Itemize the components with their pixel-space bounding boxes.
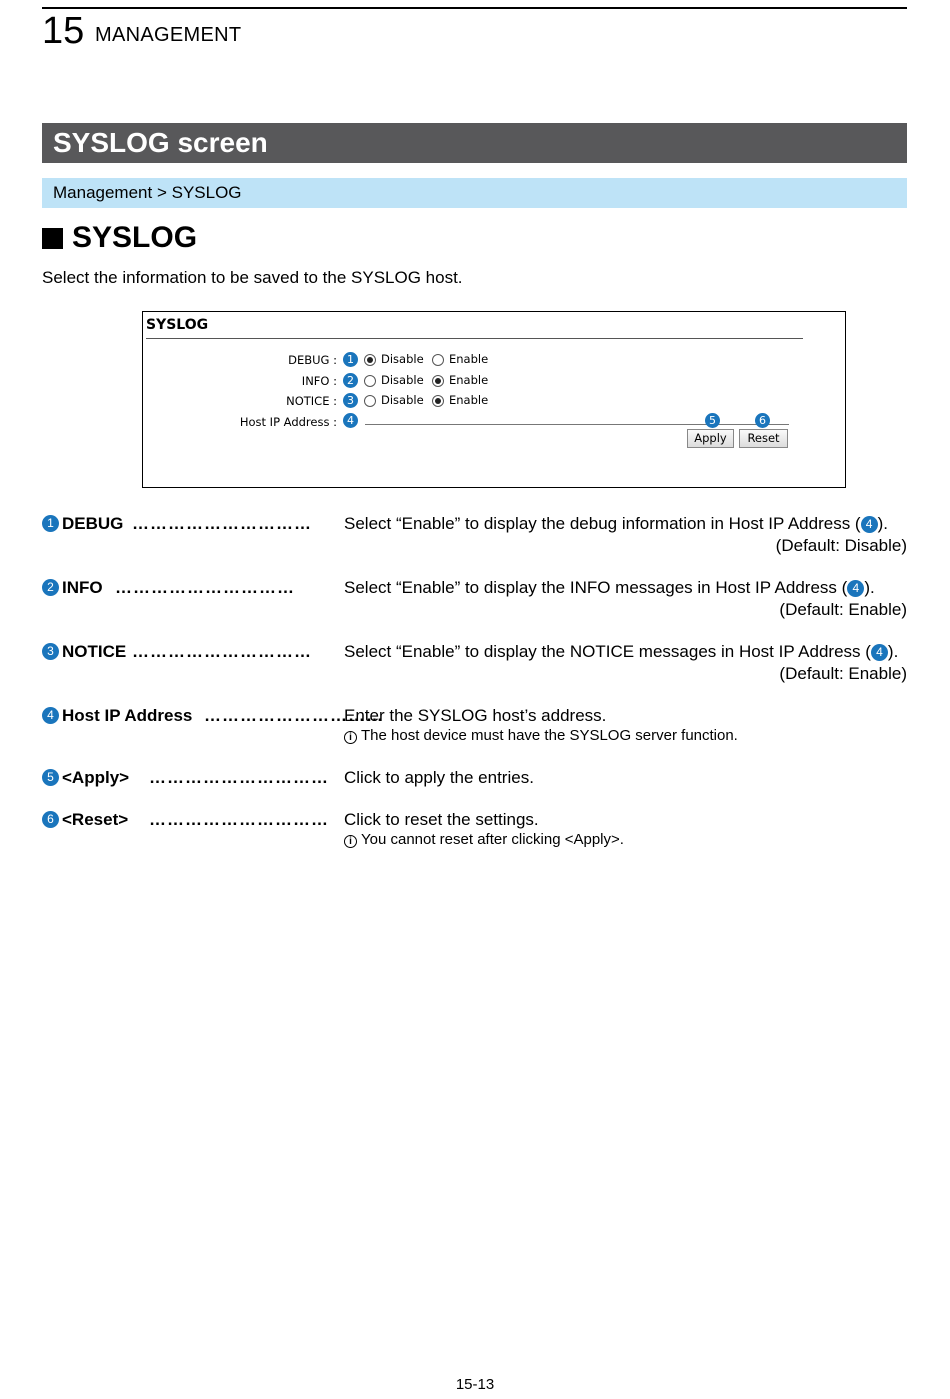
info-note-icon: i [344,835,357,848]
chapter-number: 15 [42,10,85,52]
callout-1: 1 [343,352,358,367]
square-bullet-icon [42,228,63,249]
item-term: Host IP Address [62,706,193,725]
item-description: Select “Enable” to display the debug information in Host IP Address ( 4 ). [344,514,888,533]
debug-disable-label: Disable [381,352,424,366]
debug-enable-radio[interactable] [432,354,444,366]
item-number-6: 6 [42,811,59,828]
item-number-4: 4 [42,707,59,724]
item-note: i You cannot reset after clicking <Apply>. [344,830,624,850]
chapter-title: MANAGEMENT [95,24,242,46]
screen-title: SYSLOG screen [53,127,268,158]
item-term: <Reset> [62,810,129,829]
item-description: Enter the SYSLOG host’s address. [344,706,607,725]
ref-4-icon: 4 [861,516,878,533]
callout-5: 5 [705,413,720,428]
leader-dots: ………………………… [115,578,295,597]
callout-4: 4 [343,413,358,428]
host-ip-label: Host IP Address : [239,415,337,429]
page-number: 15-13 [455,1376,495,1393]
reset-button[interactable]: Reset [739,429,788,448]
item-term: INFO [62,578,103,597]
item-number-1: 1 [42,515,59,532]
item-description: Click to apply the entries. [344,768,534,787]
breadcrumb: Management > SYSLOG [53,183,242,202]
syslog-screenshot [142,311,846,488]
top-rule [42,7,907,9]
item-description: Select “Enable” to display the INFO messages in Host IP Address ( 4 ). [344,578,875,597]
item-description: Click to reset the settings. [344,810,539,829]
debug-label: DEBUG : [288,353,337,367]
notice-enable-radio[interactable] [432,395,444,407]
notice-enable-label: Enable [449,393,489,407]
leader-dots: ………………………… [132,642,312,661]
debug-disable-radio[interactable] [364,354,376,366]
info-enable-label: Enable [449,373,489,387]
item-number-3: 3 [42,643,59,660]
item-note: i The host device must have the SYSLOG server function. [344,726,738,746]
callout-2: 2 [343,373,358,388]
info-disable-radio[interactable] [364,375,376,387]
info-disable-label: Disable [381,373,424,387]
callout-6: 6 [755,413,770,428]
item-number-2: 2 [42,579,59,596]
section-heading [42,220,197,256]
item-default: (Default: Enable) [779,664,907,683]
host-ip-input[interactable] [365,424,789,425]
info-label: INFO : [301,374,337,388]
ref-4-icon: 4 [847,580,864,597]
section-title: SYSLOG [72,221,198,254]
item-term: <Apply> [62,768,130,787]
apply-button[interactable]: Apply [687,429,734,448]
debug-enable-label: Enable [449,352,489,366]
item-default: (Default: Disable) [775,536,907,555]
item-description: Select “Enable” to display the NOTICE messages in Host IP Address ( 4 ). [344,642,899,661]
info-note-icon: i [344,731,357,744]
item-default: (Default: Enable) [779,600,907,619]
leader-dots: ………………………… [132,514,312,533]
ref-4-icon: 4 [871,644,888,661]
notice-label: NOTICE : [286,394,337,408]
screenshot-title-rule [146,338,803,339]
item-term: DEBUG [62,514,124,533]
leader-dots: ………………………… [204,706,384,725]
item-number-5: 5 [42,769,59,786]
screenshot-title: SYSLOG [146,317,209,333]
item-term: NOTICE [62,642,127,661]
callout-3: 3 [343,393,358,408]
section-intro: Select the information to be saved to the SYSLOG host. [42,268,463,287]
info-enable-radio[interactable] [432,375,444,387]
notice-disable-label: Disable [381,393,424,407]
notice-disable-radio[interactable] [364,395,376,407]
leader-dots: ………………………… [149,810,329,829]
leader-dots: ………………………… [149,768,329,787]
